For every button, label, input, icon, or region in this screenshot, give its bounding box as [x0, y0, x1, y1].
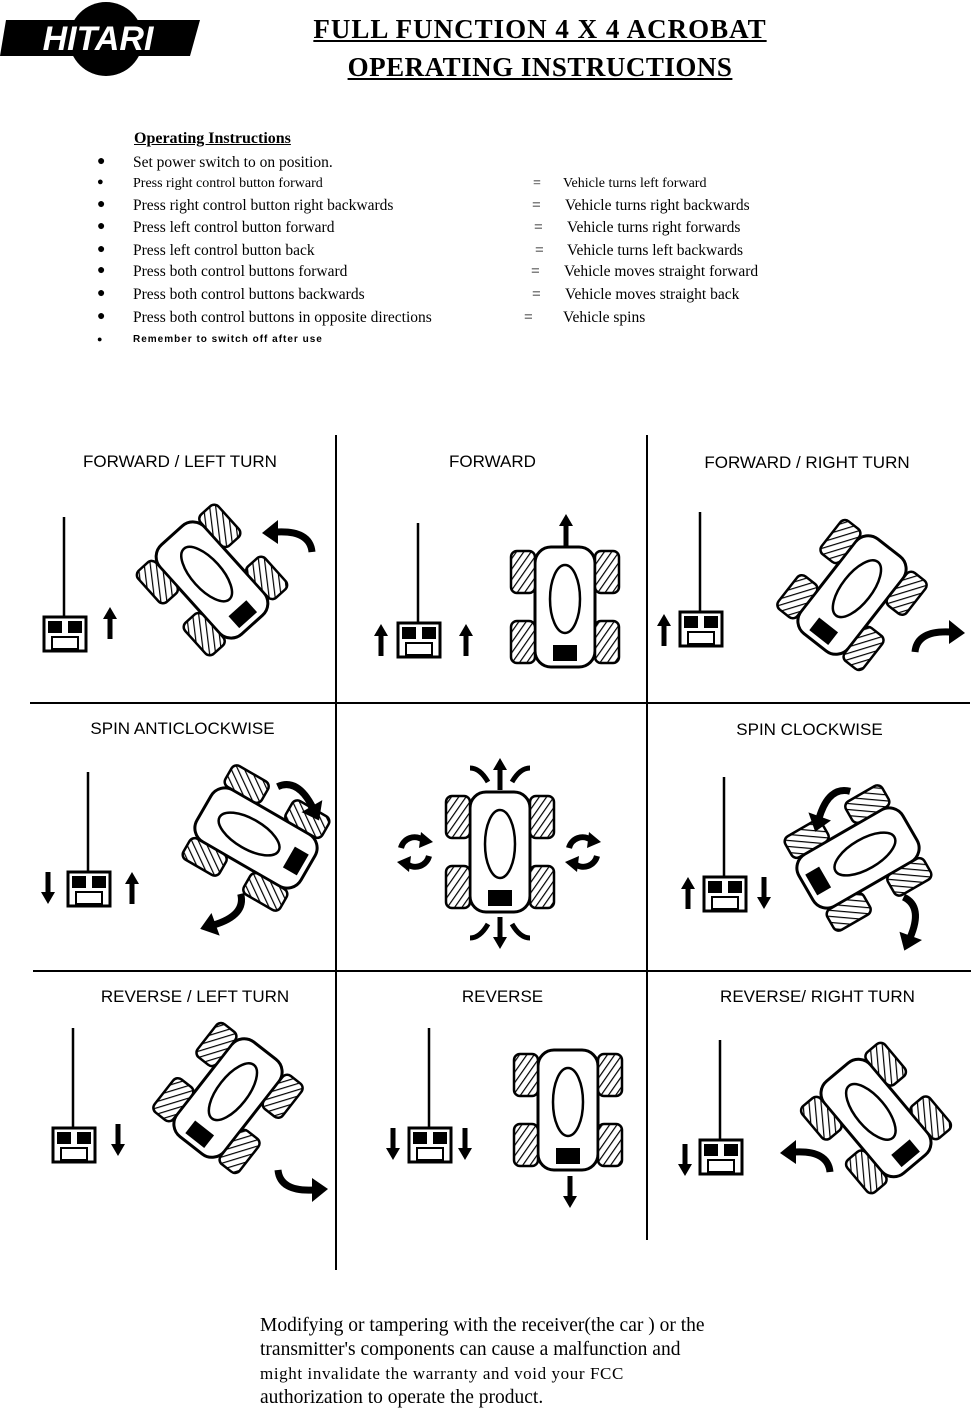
arrow-down-icon	[678, 1144, 692, 1176]
curve-arrow-icon	[262, 520, 312, 552]
arrow-down-icon	[41, 872, 55, 904]
arrow-down-icon	[458, 1128, 472, 1160]
grid-line	[646, 435, 648, 1240]
car-icon	[773, 514, 932, 675]
remote-control-icon	[704, 777, 746, 911]
warning-line: transmitter's components can cause a malfunction and	[260, 1339, 681, 1360]
svg-text:HITARI: HITARI	[42, 20, 154, 58]
curve-arrow-icon	[278, 771, 331, 830]
bullet-icon: ●	[97, 176, 104, 188]
bullet-icon: ●	[97, 286, 106, 301]
curve-arrow-icon	[915, 620, 965, 652]
car-icon	[511, 547, 619, 667]
panel-title-forward: FORWARD	[449, 452, 536, 471]
curve-arrow-icon	[780, 1140, 830, 1172]
grid-line	[30, 702, 970, 704]
arrow-down-icon	[757, 877, 771, 909]
grid-line	[335, 435, 337, 1270]
arrow-down-icon	[386, 1128, 400, 1160]
curve-arrow-icon	[278, 1170, 328, 1202]
warning-line: authorization to operate the product.	[260, 1387, 544, 1408]
hitari-logo	[0, 0, 210, 105]
rotate-arrows-icon	[397, 832, 433, 872]
warning-line: might invalidate the warranty and void your FCC	[260, 1364, 624, 1383]
warning-line: Modifying or tampering with the receiver(the car ) or the	[260, 1315, 705, 1336]
bullet-icon: ●	[97, 219, 106, 234]
bullet-icon: ●	[97, 309, 106, 324]
instructions-heading: Operating Instructions	[134, 130, 291, 147]
panel-title-reverse: REVERSE	[461, 987, 544, 1006]
car-icon	[796, 1037, 956, 1198]
car-icon	[132, 499, 293, 660]
bullet-icon: ●	[97, 263, 106, 278]
panel-title-reverse-right: REVERSE/ RIGHT TURN	[720, 987, 915, 1006]
remote-control-icon	[398, 523, 440, 657]
car-icon	[446, 792, 554, 912]
curve-arrow-icon	[803, 780, 850, 838]
remote-control-icon	[409, 1028, 451, 1162]
curve-arrow-icon	[886, 897, 933, 955]
arrow-up-icon	[681, 877, 695, 909]
car-icon	[514, 1050, 622, 1170]
remote-control-icon	[680, 512, 722, 646]
panel-title-spin-anticlockwise: SPIN ANTICLOCKWISE	[90, 719, 275, 738]
arrow-down-icon	[493, 917, 507, 949]
arrow-up-icon	[459, 624, 473, 656]
panel-title-spin-clockwise: SPIN CLOCKWISE	[736, 720, 883, 739]
remote-control-icon	[700, 1040, 742, 1174]
bullet-icon: ●	[97, 154, 106, 169]
remote-control-icon	[44, 517, 86, 651]
arrow-up-icon	[657, 614, 671, 646]
panel-title-forward-left: FORWARD / LEFT TURN	[83, 452, 277, 471]
rotate-arrows-icon	[565, 832, 601, 872]
bullet-icon: ●	[97, 334, 104, 344]
car-icon	[779, 781, 937, 935]
panel-title-forward-right: FORWARD / RIGHT TURN	[704, 453, 910, 472]
document-subtitle: OPERATING INSTRUCTIONS	[347, 52, 733, 82]
document-title: FULL FUNCTION 4 X 4 ACROBAT	[313, 14, 767, 44]
remote-control-icon	[53, 1028, 95, 1162]
arrow-up-icon	[374, 624, 388, 656]
grid-line	[33, 970, 971, 972]
curve-arrow-icon	[194, 894, 252, 941]
panel-title-reverse-left: REVERSE / LEFT TURN	[100, 987, 290, 1006]
arrow-down-icon	[111, 1124, 125, 1156]
warning-text	[260, 1314, 820, 1410]
remote-control-icon	[68, 772, 110, 906]
car-icon	[177, 761, 335, 915]
arrow-up-icon	[125, 872, 139, 904]
arrow-up-icon	[493, 758, 507, 790]
arrow-up-icon	[559, 514, 573, 546]
bullet-icon: ●	[97, 197, 106, 212]
car-icon	[149, 1017, 308, 1178]
bullet-icon: ●	[97, 242, 106, 257]
arrow-up-icon	[103, 607, 117, 639]
arrow-down-icon	[563, 1176, 577, 1208]
